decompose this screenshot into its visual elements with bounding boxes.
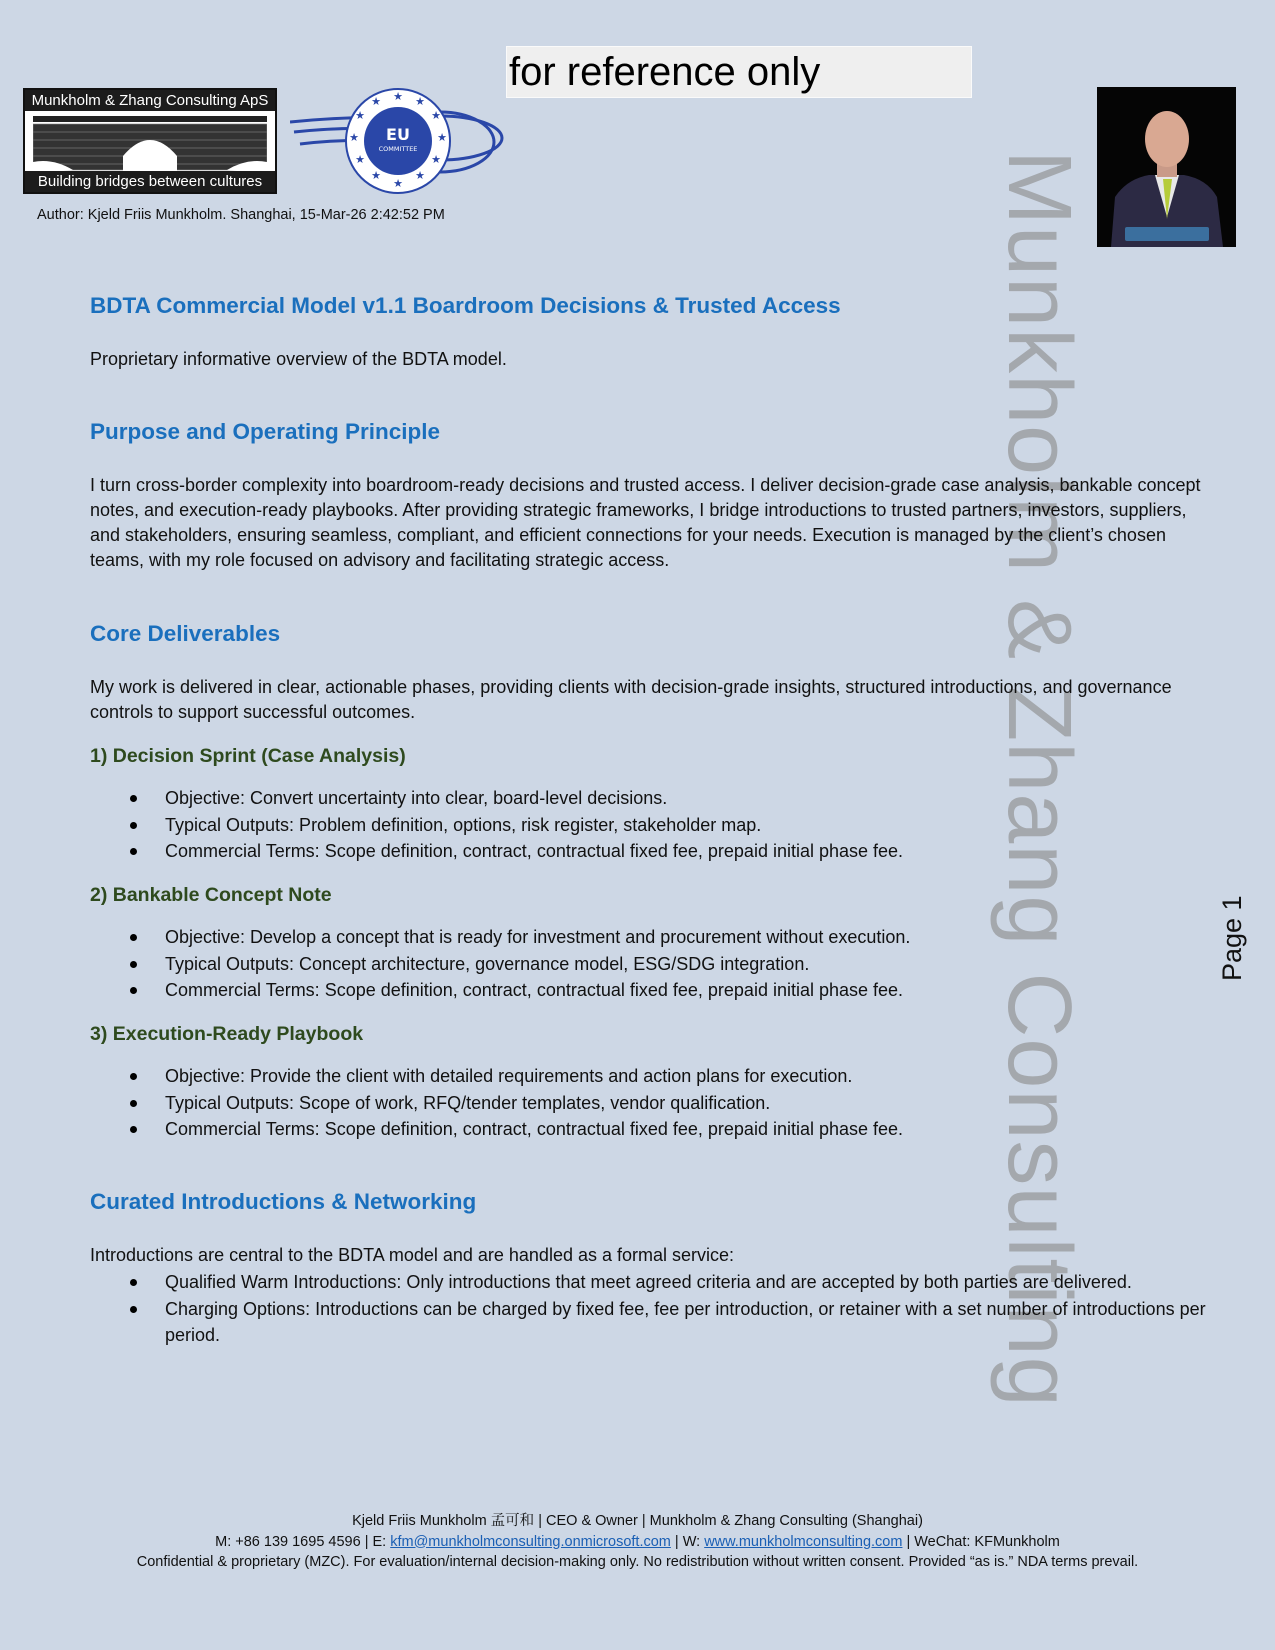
introductions-bullets: [90, 1269, 1230, 1349]
core-heading: Core Deliverables: [90, 621, 281, 646]
core-text: My work is delivered in clear, actionable phases, providing clients with decision-grade insights, structured introductions, and governance controls to support successful outcomes.: [90, 677, 1172, 722]
svg-text:★: ★: [371, 169, 381, 182]
list-item: Objective: Convert uncertainty into clear, board-level decisions.: [90, 785, 1220, 812]
svg-text:★: ★: [393, 177, 403, 190]
page-number: Page 1: [1217, 895, 1247, 981]
list-item: Qualified Warm Introductions: Only introductions that meet agreed criteria and are accepted by both parties are delivered.: [90, 1269, 1230, 1296]
svg-text:★: ★: [371, 95, 381, 108]
company-logo: [23, 88, 277, 194]
list-item: Typical Outputs: Concept architecture, governance model, ESG/SDG integration.: [90, 951, 1220, 978]
svg-text:★: ★: [415, 169, 425, 182]
eu-logo-title: EU: [386, 125, 410, 144]
list-item: Objective: Provide the client with detailed requirements and action plans for execution.: [90, 1063, 1220, 1090]
eu-committee-logo: [290, 86, 506, 201]
introductions-heading: Curated Introductions & Networking: [90, 1189, 477, 1214]
footer: [0, 1511, 1275, 1573]
website-link[interactable]: www.munkholmconsulting.com: [704, 1533, 903, 1550]
purpose-text: I turn cross-border complexity into boardroom-ready decisions and trusted access. I deliver decision-grade case analysis, bankable concept notes, and execution-ready playbooks. After providing strategic frameworks, I bridge introductions to trusted partners, investors, suppliers, and stakeholders, ensuring seamless, compliant, and efficient connections for your needs. Execution is managed by the client’s chosen teams, with my role focused on advisory and facilitating strategic access.: [90, 475, 1201, 570]
purpose-heading: Purpose and Operating Principle: [90, 419, 441, 444]
author-line: Author: Kjeld Friis Munkholm. Shanghai, 15-Mar-26 2:42:52 PM: [37, 207, 445, 223]
footer-disclaimer: Confidential & proprietary (MZC). For evaluation/internal decision-making only. No redistribution without written consent. Provided “as is.” NDA terms prevail.: [136, 1554, 1139, 1570]
intro-text: Proprietary informative overview of the BDTA model.: [90, 349, 507, 369]
footer-phone: M: +86 139 1695 4596 | E:: [215, 1533, 391, 1550]
section-title: 2) Bankable Concept Note: [90, 884, 332, 906]
email-link[interactable]: kfm@munkholmconsulting.onmicrosoft.com: [390, 1533, 671, 1550]
footer-contact-line: Kjeld Friis Munkholm 孟可和 | CEO & Owner | Munkholm & Zhang Consulting (Shanghai): [352, 1513, 923, 1529]
svg-text:★: ★: [355, 153, 365, 166]
svg-text:★: ★: [431, 109, 441, 122]
logo-top-text: Munkholm & Zhang Consulting ApS: [25, 90, 275, 111]
svg-text:★: ★: [355, 109, 365, 122]
svg-text:★: ★: [393, 90, 403, 103]
list-item: Charging Options: Introductions can be charged by fixed fee, fee per introduction, or retainer with a set number of introductions per period.: [90, 1296, 1230, 1349]
bridge-icon: [33, 114, 267, 172]
section-bullets: [90, 1063, 1220, 1143]
author-photo: [1097, 87, 1236, 247]
svg-text:★: ★: [431, 153, 441, 166]
section-bullets: [90, 785, 1220, 865]
footer-links-line: [0, 1532, 1275, 1553]
section-bullets: [90, 924, 1220, 1004]
footer-web-prefix: | W:: [670, 1533, 705, 1550]
eu-logo-sub: COMMITTEE: [378, 145, 418, 153]
svg-text:★: ★: [349, 131, 359, 144]
section-title: 1) Decision Sprint (Case Analysis): [90, 745, 406, 767]
list-item: Typical Outputs: Scope of work, RFQ/tender templates, vendor qualification.: [90, 1090, 1220, 1117]
list-item: Typical Outputs: Problem definition, options, risk register, stakeholder map.: [90, 812, 1220, 839]
list-item: Commercial Terms: Scope definition, contract, contractual fixed fee, prepaid initial phase fee.: [90, 838, 1220, 865]
introductions-text: Introductions are central to the BDTA model and are handled as a formal service:: [90, 1245, 735, 1265]
list-item: Objective: Develop a concept that is ready for investment and procurement without execution.: [90, 924, 1220, 951]
svg-text:★: ★: [437, 131, 447, 144]
document-title: BDTA Commercial Model v1.1 Boardroom Decisions & Trusted Access: [90, 293, 841, 318]
list-item: Commercial Terms: Scope definition, contract, contractual fixed fee, prepaid initial phase fee.: [90, 1116, 1220, 1143]
footer-wechat: | WeChat: KFMunkholm: [902, 1533, 1060, 1550]
svg-text:★: ★: [415, 95, 425, 108]
watermark: Munkholm & Zhang Consulting: [989, 150, 1089, 1408]
logo-bottom-text: Building bridges between cultures: [25, 171, 275, 192]
reference-only-label: for reference only: [506, 46, 972, 98]
section-title: 3) Execution-Ready Playbook: [90, 1023, 364, 1045]
list-item: Commercial Terms: Scope definition, contract, contractual fixed fee, prepaid initial phase fee.: [90, 977, 1220, 1004]
